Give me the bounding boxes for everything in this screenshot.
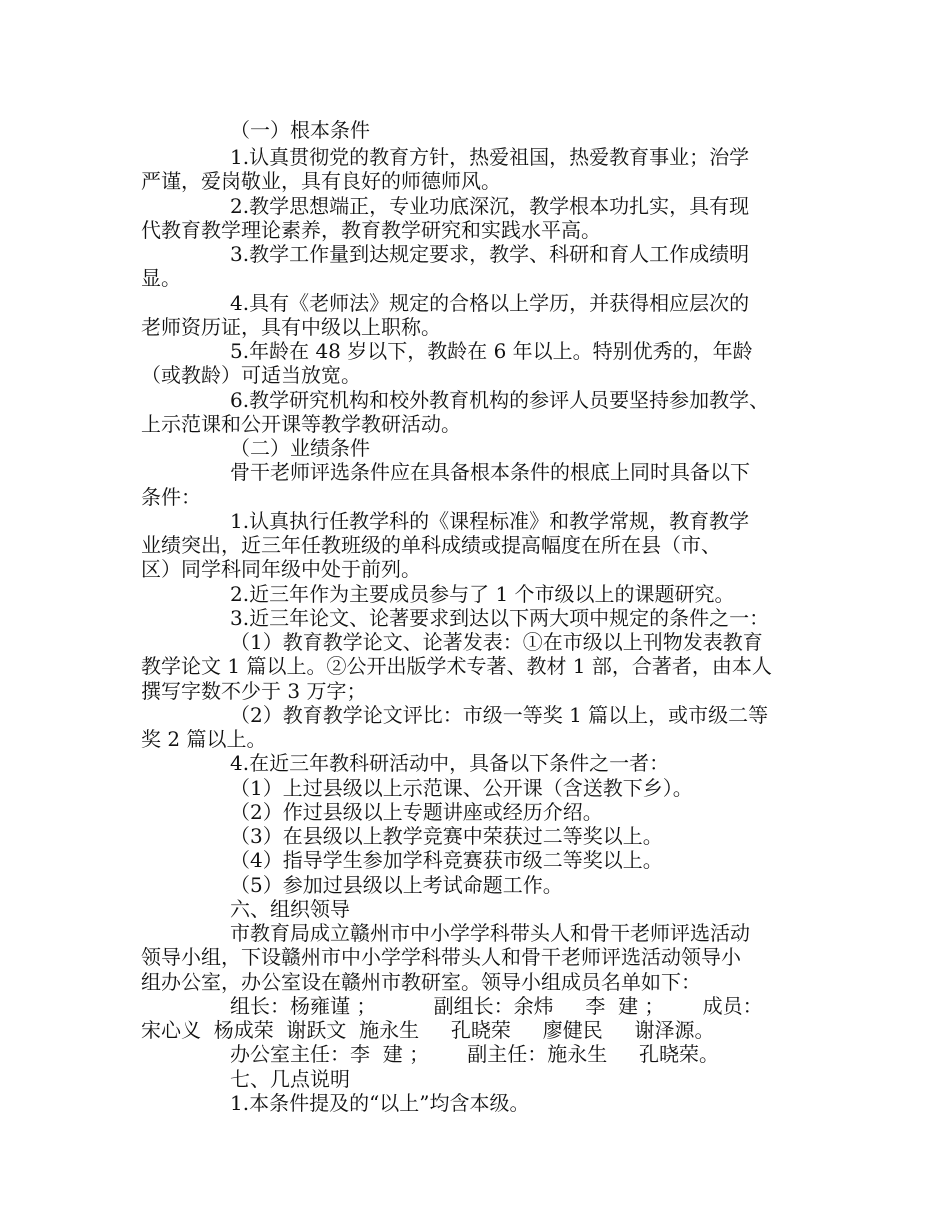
- text-line: 骨干老师评选条件应在具备根本条件的根底上同时具备以下: [230, 460, 750, 484]
- text-line: 领导小组，下设赣州市中小学学科带头人和骨干老师评选活动领导小: [141, 945, 741, 969]
- text-line: 4.具有《老师法》规定的合格以上学历，并获得相应层次的: [230, 291, 750, 315]
- text-line: 市教育局成立赣州市中小学学科带头人和骨干老师评选活动: [230, 921, 750, 945]
- section-heading: 七、几点说明: [230, 1067, 350, 1091]
- text-line: 2.近三年作为主要成员参与了 1 个市级以上的课题研究。: [230, 582, 735, 606]
- text-line: 6.教学研究机构和校外教育机构的参评人员要坚持参加教学、: [230, 388, 770, 412]
- text-line: 撰写字数不少于 3 万字；: [141, 679, 367, 703]
- text-line: 老师资历证，具有中级以上职称。: [141, 315, 441, 339]
- text-line: 代教育教学理论素养，教育教学研究和实践水平高。: [141, 218, 601, 242]
- text-line: 3.近三年论文、论著要求到达以下两大项中规定的条件之一：: [230, 606, 770, 630]
- text-line: （或教龄）可适当放宽。: [141, 363, 361, 387]
- text-line: 上示范课和公开课等教学教研活动。: [141, 412, 461, 436]
- text-line: （2）教育教学论文评比：市级一等奖 1 篇以上，或市级二等: [230, 703, 769, 727]
- text-line: 1.认真贯彻党的教育方针，热爱祖国，热爱教育事业；治学: [230, 145, 750, 169]
- text-line: 2.教学思想端正，专业功底深沉，教学根本功扎实，具有现: [230, 194, 750, 218]
- list-item: （1）上过县级以上示范课、公开课（含送教下乡）。: [230, 776, 693, 800]
- text-line: 1.本条件提及的“以上”均含本级。: [230, 1091, 530, 1115]
- text-line: （1）教育教学论文、论著发表：①在市级以上刊物发表教育: [230, 630, 763, 654]
- text-line: 5.年龄在 48 岁以下，教龄在 6 年以上。特别优秀的，年龄: [230, 339, 753, 363]
- list-item: （5）参加过县级以上考试命题工作。: [230, 873, 563, 897]
- text-line: 4.在近三年教科研活动中，具备以下条件之一者：: [230, 751, 670, 775]
- text-line: 严谨，爱岗敬业，具有良好的师德师风。: [141, 169, 501, 193]
- text-line: 1.认真执行任教学科的《课程标准》和教学常规，教育教学: [230, 509, 750, 533]
- list-item: （3）在县级以上教学竞赛中荣获过二等奖以上。: [230, 824, 663, 848]
- text-line: 组长：杨雍谨 ； 副组长：余炜 李 建 ； 成员：: [230, 994, 763, 1018]
- text-line: 显。: [141, 266, 181, 290]
- text-line: 区）同学科同年级中处于前列。: [141, 557, 421, 581]
- text-line: 3.教学工作量到达规定要求，教学、科研和育人工作成绩明: [230, 242, 750, 266]
- text-line: 业绩突出，近三年任教班级的单科成绩或提高幅度在所在县（市、: [141, 533, 721, 557]
- text-line: 教学论文 1 篇以上。②公开出版学术专著、教材 1 部，合著者，由本人: [141, 654, 772, 678]
- text-line: 条件：: [141, 485, 201, 509]
- text-line: 奖 2 篇以上。: [141, 727, 267, 751]
- section-heading: 六、组织领导: [230, 897, 350, 921]
- text-line: 组办公室，办公室设在赣州市教研室。领导小组成员名单如下：: [141, 970, 701, 994]
- list-item: （4）指导学生参加学科竞赛获市级二等奖以上。: [230, 848, 663, 872]
- text-line: 办公室主任：李 建 ； 副主任：施永生 孔晓荣。: [230, 1042, 720, 1066]
- section-heading: （一）根本条件: [230, 118, 370, 142]
- text-line: 宋心义 杨成荣 谢跃文 施永生 孔晓荣 廖健民 谢泽源。: [141, 1018, 715, 1042]
- section-heading: （二）业绩条件: [230, 436, 370, 460]
- list-item: （2）作过县级以上专题讲座或经历介绍。: [230, 800, 603, 824]
